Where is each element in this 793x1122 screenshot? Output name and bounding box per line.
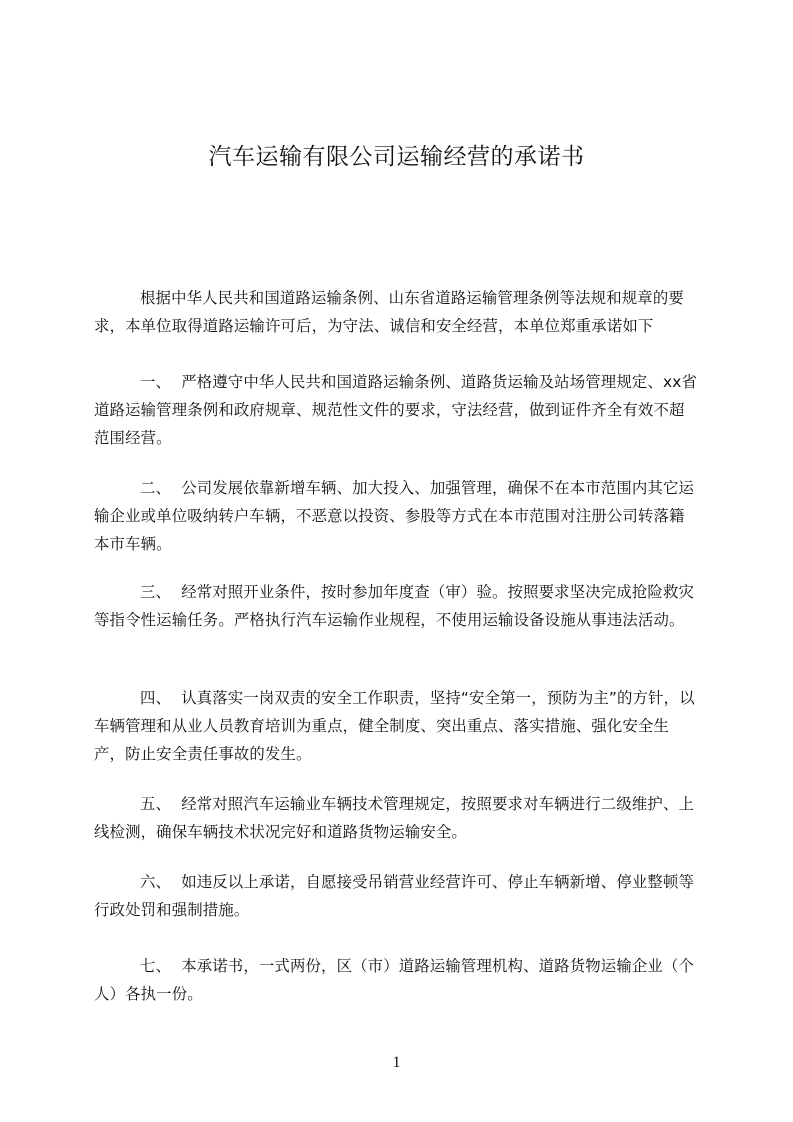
item-text: 认真落实一岗双责的安全工作职责，坚持“安全第一，预防为主”的方针，以车辆管理和从业人员教育培训为重点，健全制度、突出重点、落实措施、强化安全生产，防止安全责任事故的发生。 xyxy=(94,689,695,763)
page-title: 汽车运输有限公司运输经营的承诺书 xyxy=(208,144,585,170)
item-text: 经常对照汽车运输业车辆技术管理规定，按照要求对车辆进行二级维护、上线检测，确保车辆技术状况完好和道路货物运输安全。 xyxy=(94,795,695,841)
item-number: 二、 xyxy=(140,479,172,497)
item-text: 严格遵守中华人民共和国道路运输条例、道路货运输及站场管理规定、xx省道路运输管理条例和政府规章、规范性文件的要求，守法经营，做到证件齐全有效不超范围经营。 xyxy=(94,373,698,447)
commitment-item-6 xyxy=(94,868,700,924)
item-text: 经常对照开业条件，按时参加年度查（审）验。按照要求坚决完成抢险救灾等指令性运输任务。严格执行汽车运输作业规程，不使用运输设备设施从事违法活动。 xyxy=(94,583,695,629)
item-text: 公司发展依靠新增车辆、加大投入、加强管理，确保不在本市范围内其它运输企业或单位吸纳转户车辆，不恶意以投资、参股等方式在本市范围对注册公司转落籍本市车辆。 xyxy=(94,479,695,553)
commitment-item-2 xyxy=(94,474,700,558)
page-number: 1 xyxy=(392,1054,401,1071)
intro-paragraph: 根据中华人民共和国道路运输条例、山东省道路运输管理条例等法规和规章的要求，本单位取得道路运输许可后，为守法、诚信和安全经营，本单位郑重承诺如下 xyxy=(94,289,684,335)
item-number: 六、 xyxy=(140,873,172,891)
item-text: 如违反以上承诺，自愿接受吊销营业经营许可、停止车辆新增、停业整顿等行政处罚和强制措施。 xyxy=(94,873,695,919)
item-text: 本承诺书，一式两份，区（市）道路运输管理机构、道路货物运输企业（个人）各执一份。 xyxy=(94,957,695,1003)
item-number: 七、 xyxy=(140,957,172,975)
commitment-item-7 xyxy=(94,952,700,1008)
commitment-item-4 xyxy=(94,684,700,768)
commitment-item-5 xyxy=(94,790,700,846)
commitment-item-1 xyxy=(94,368,700,452)
item-number: 一、 xyxy=(140,373,172,391)
item-number: 四、 xyxy=(140,689,172,707)
commitment-item-3 xyxy=(94,578,700,634)
item-number: 三、 xyxy=(140,583,172,601)
item-number: 五、 xyxy=(140,795,172,813)
